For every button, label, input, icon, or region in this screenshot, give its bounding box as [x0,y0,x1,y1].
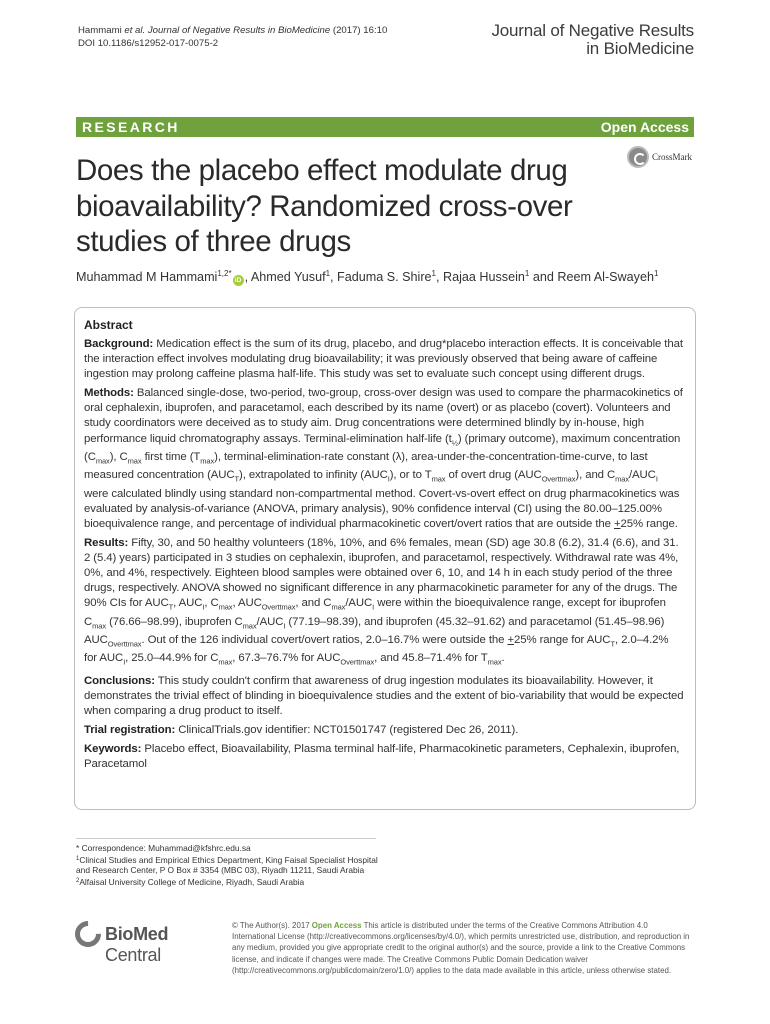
results-text: /AUC [256,615,284,628]
results-text: . [501,652,505,665]
subscript: Overttmax [541,474,576,484]
subscript: T [168,602,174,612]
journal-name-line2: in BioMedicine [586,39,694,58]
trial-registration-text: ClinicalTrials.gov identifier: NCT01501747 (registered Dec 26, 2011). [175,724,519,737]
subscript: I [387,474,390,484]
article-title: Does the placebo effect modulate drug bioavailability? Randomized cross-over studies of three drugs [76,154,573,258]
plus-minus: + [613,517,621,530]
methods-text: ), C [109,450,128,463]
subscript: I [283,621,286,630]
affiliation-sup: 2 [76,878,80,885]
author-affiliation-sup: 1 [431,269,436,278]
subscript: max [331,602,346,612]
results-text: , 25.0–44.9% for C [125,652,219,665]
abstract-heading: Abstract [84,318,133,332]
citation-year: (2017) 16:10 [330,25,388,36]
subscript: I [202,602,205,612]
subscript: max [92,621,107,630]
author-name: , Ahmed Yusuf [244,270,326,284]
methods-text: ), terminal-elimination-rate constant (λ), area-under-the-concentration-time-curve, to last measured concentration (AUC [84,450,648,482]
section-label: RESEARCH [82,119,180,135]
publisher-name-bio: BioMed [105,924,169,944]
author-affiliation-sup: 1 [524,269,530,278]
keywords-label: Keywords: [84,743,142,756]
abstract-methods [84,386,684,532]
trial-registration-label: Trial registration: [84,724,176,737]
results-text: , AUC [232,597,262,610]
publisher-name [105,924,225,966]
abstract-trial-registration [84,723,684,738]
methods-label: Methods: [84,387,134,400]
subscript: max [218,602,233,612]
background-text: Medication effect is the sum of its drug, placebo, and drug*placebo interaction effects. It is conceivable that the interaction effect involves modulating drug bioavailability; it was previously observed that being aware of caffeine ingestion may prolong caffeine plasma half-life. This study was set to evaluate such concept using different drugs. [84,338,683,381]
results-label: Results: [84,536,129,549]
methods-text: first time (T [141,450,201,463]
footnotes [76,843,386,888]
results-text: , and 45.8–71.4% for T [374,652,488,665]
subscript: I [655,474,658,484]
abstract-results [84,536,684,670]
article-citation [78,24,387,50]
crossmark-badge[interactable] [627,146,697,172]
author-affiliation-sup: 1,2* [217,269,232,278]
methods-text: ), and C [575,469,616,482]
crossmark-icon [627,146,649,168]
abstract-background [84,337,684,382]
abstract-box [74,307,696,810]
affiliation-2 [76,876,386,888]
author-name: , Rajaa Hussein [436,270,525,284]
subscript: Overttmax [261,602,296,612]
orcid-icon[interactable]: iD [233,275,244,286]
author-name: , Faduma S. Shire [330,270,432,284]
license-open-access: Open Access [311,921,362,930]
subscript: max [431,474,446,484]
subscript: I [372,602,375,612]
abstract-conclusions [84,674,684,719]
conclusions-text: This study couldn't confirm that awareness of drug ingestion modulates its bioavailability. However, it demonstrates the trivial effect of blinding in bioequivalence studies and the extent of bio-variability that would be expected when comparing a drug product to itself. [84,674,684,718]
footnote-divider [76,838,376,839]
methods-text: of overt drug (AUC [445,469,542,482]
author-name: and Reem Al-Swayeh [529,270,654,284]
methods-text: ), or to T [389,469,432,482]
methods-text: /AUC [628,469,656,482]
author-affiliation-sup: 1 [325,269,331,278]
subscript: max [615,474,629,484]
subscript: ½ [451,437,458,447]
affiliation-1 [76,854,386,876]
subscript: I [123,657,126,667]
open-access-label: Open Access [600,119,689,135]
results-text: . Out of the 126 individual covert/overt ratios, 2.0–16.7% were outside the [141,634,508,647]
results-text: , 67.3–76.7% for AUC [232,652,341,665]
biomed-central-logo [75,921,225,965]
citation-authors: Hammami [78,25,125,36]
subscript: Overttmax [107,639,142,649]
results-text: , C [204,597,219,610]
subscript: max [95,456,110,466]
methods-text: 25% range. [620,517,678,530]
publisher-name-central: Central [105,945,161,965]
subscript: max [242,621,257,630]
affiliation-text: Alfaisal University College of Medicine, Riyadh, Saudi Arabia [79,877,305,888]
methods-text: Balanced single-dose, two-period, two-group, cross-over design was used to compare the pharmacokinetics of oral cephalexin, ibuprofen, and paracetamol, each described by its name (overt) or as placebo (covert). Volunteers and study coordinators were deceived as to study aim. Drug concentrations were determined blindly by in-house, high performance liquid chromatography assays. Terminal-elimination half-life (t [84,387,683,445]
results-text: were within the bioequivalence range, except for ibuprofen C [84,597,666,628]
affiliation-text: Clinical Studies and Empirical Ethics Department, King Faisal Specialist Hospital and Research Center, P O Box # 3354 (MBC 03), Riyadh 11211, Saudi Arabia [76,854,378,876]
subscript: max [218,657,233,667]
biomed-central-icon [70,916,107,953]
subscript: Overttmax [340,657,375,667]
crossmark-label: CrossMark [652,152,692,162]
subscript: max [487,657,502,667]
methods-text: were calculated blindly using standard non-compartmental method. Covert-vs-overt effect on drug pharmacokinetics was evaluated by analysis-of-variance (ANOVA, primary analysis), 90% confidence interval (CI) using the 80.00–125.00% bioequivalence range, and percentage of individual pharmacokinetic covert/overt ratios that are outside the [84,487,680,530]
affiliation-sup: 1 [76,855,80,862]
subscript: T [610,639,615,649]
author-list [76,266,696,286]
copyright-text: © The Author(s). 2017 [232,921,312,930]
subscript: T [234,474,239,484]
results-text: (77.19–98.39), and ibuprofen (45.32–91.62) and paracetamol (51.45–98.96) AUC [84,615,665,647]
license-text: This article is distributed under the terms of the Creative Commons Attribution 4.0 International License (http://creativecommons.org/licenses/by/4.0/), which permits unrestricted use, distribution, and reproduction in any medium, provided you give appropriate credit to the original author(s) and the source, provide a link to the Creative Commons license, and indicate if changes were made. The Creative Commons Public Domain Dedication waiver (http://creativecommons.org/publicdomain/zero/1.0/) applies to the data made available in this article, unless otherwise stated. [232,921,690,975]
results-text: 25% range for AUC [514,634,611,647]
author-name: Muhammad M Hammami [76,270,218,284]
journal-name-line1: Journal of Negative Results [491,21,694,40]
results-text: , and C [295,597,332,610]
results-text: , AUC [173,597,203,610]
license-notice [232,920,692,976]
results-text: /AUC [345,597,373,610]
plus-minus: + [507,634,514,647]
section-banner [76,117,694,137]
correspondence-note[interactable]: * Correspondence: Muhammad@kfshrc.edu.sa [76,843,251,853]
methods-text: ) (primary outcome), maximum concentration (C [84,432,681,463]
abstract-keywords [84,742,684,772]
journal-logo [492,22,695,58]
results-text: , 2.0–4.2% for AUC [84,634,669,665]
author-affiliation-sup: 1 [653,269,659,278]
subscript: max [127,456,142,466]
citation-journal: et al. Journal of Negative Results in BioMedicine [124,25,331,36]
results-text: Fifty, 30, and 50 healthy volunteers (18%, 10%, and 6% females, mean (SD) age 30.8 (6.2), 31.4 (6.6), and 31. 2 (5.4) years) participated in 3 studies on cephalexin, ibuprofen, and paracetamol, respectively. Withdrawal rate was 4%, 0%, and 4%, respectively. Eighteen blood samples were obtained over 6, 10, and 14 h in each study period of the three drugs, respectively. ANOVA showed no significant difference in any pharmacokinetic parameter for any of the drugs. The 90% CIs for AUC [84,536,679,610]
doi[interactable]: DOI 10.1186/s12952-017-0075-2 [78,38,219,49]
results-text: (76.66–98.99), ibuprofen C [106,615,243,628]
subscript: max [200,456,215,466]
methods-text: ), extrapolated to infinity (AUC [239,469,388,482]
background-label: Background: [84,338,154,350]
conclusions-label: Conclusions: [84,674,155,687]
keywords-text: Placebo effect, Bioavailability, Plasma terminal half-life, Pharmacokinetic parameters, Cephalexin, ibuprofen, Paracetamol [84,743,680,771]
